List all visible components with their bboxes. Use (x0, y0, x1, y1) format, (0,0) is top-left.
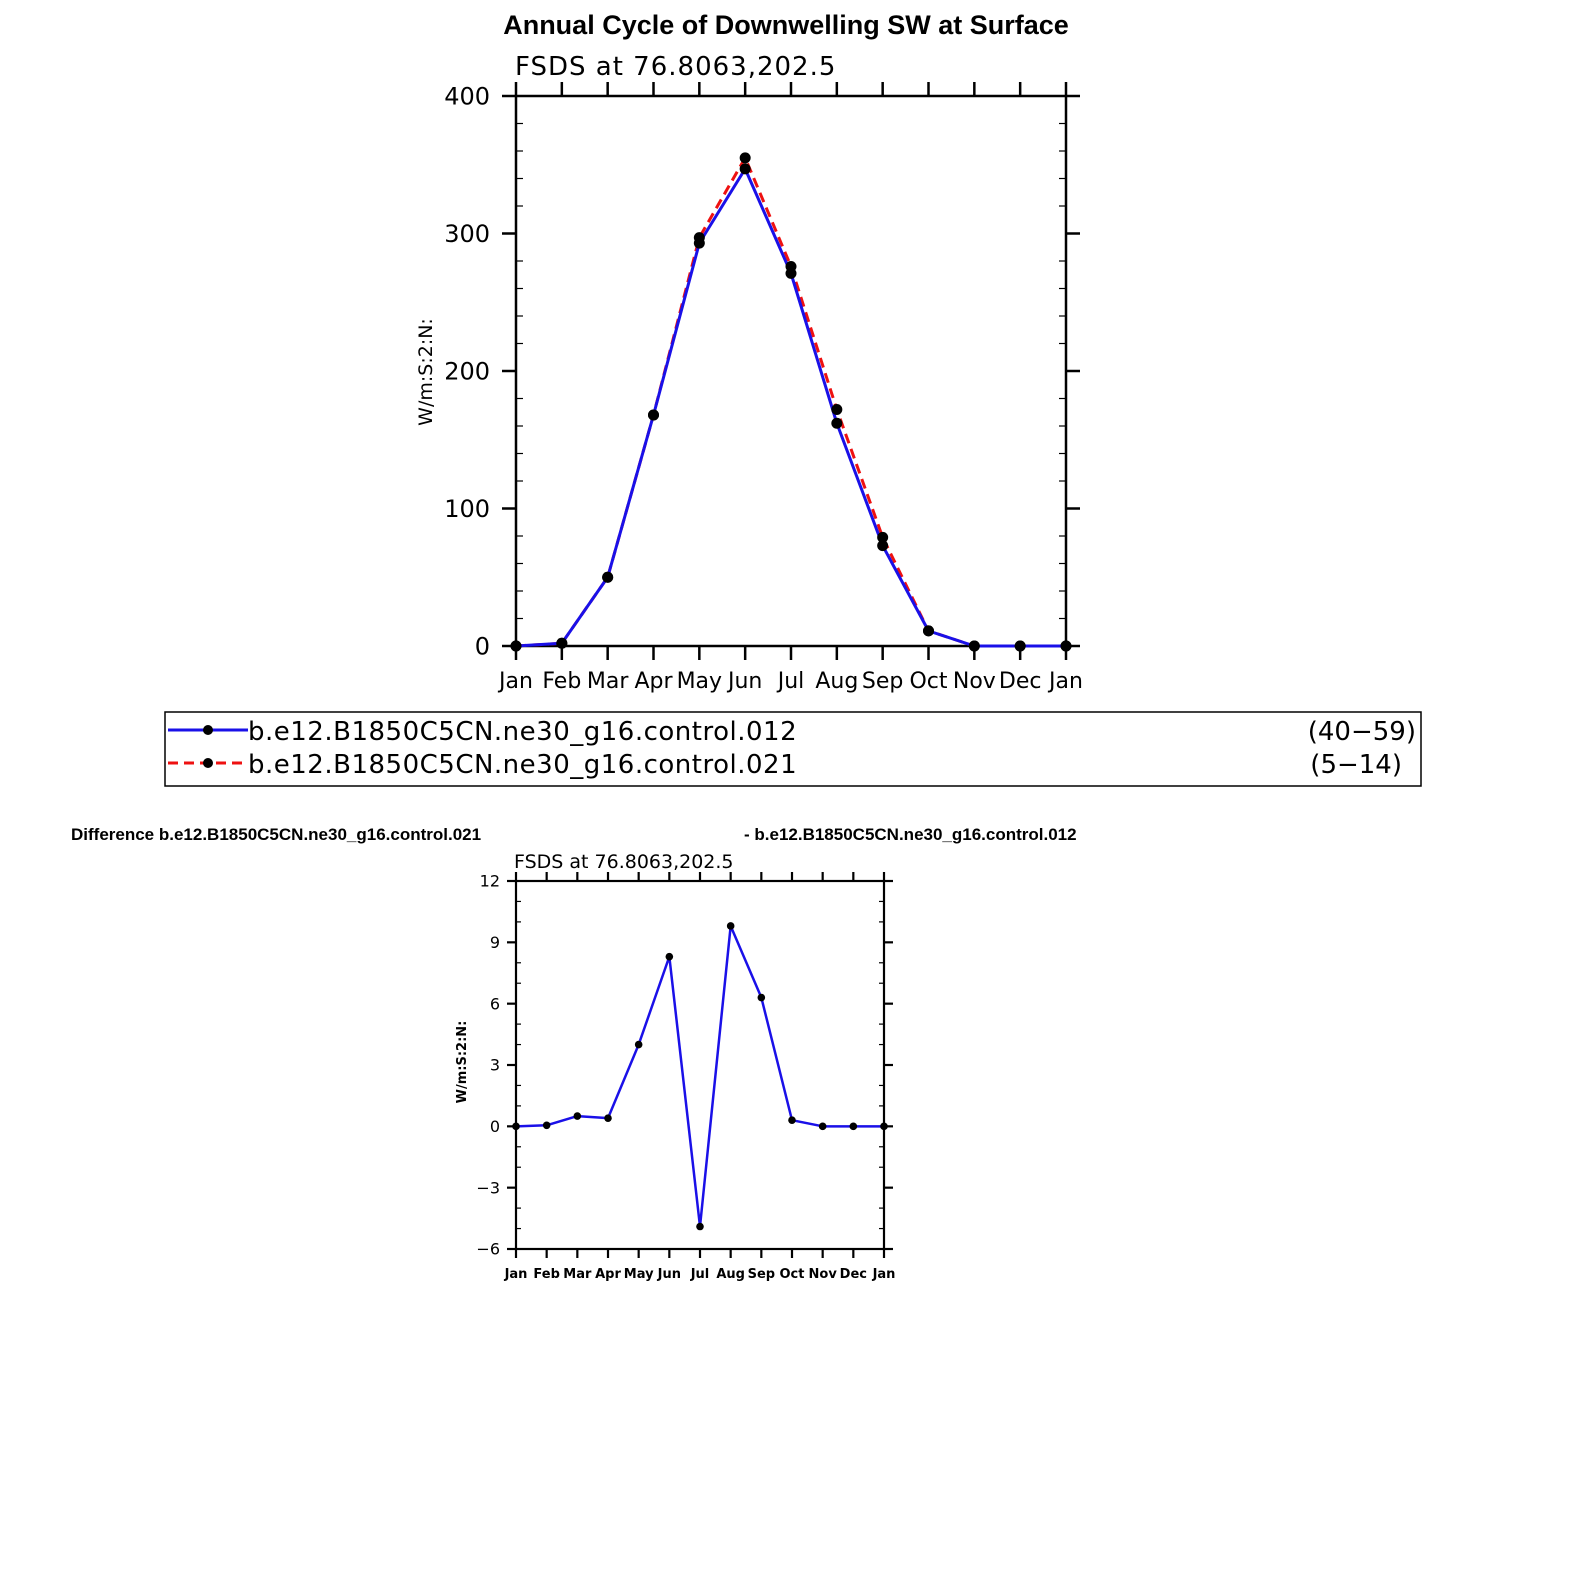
top-ylabel: W/m:S:2:N: (415, 318, 437, 426)
legend (165, 712, 1421, 786)
bottom-plot-area (476, 872, 895, 1282)
data-point (786, 261, 797, 272)
data-point (543, 1122, 551, 1130)
data-point (511, 641, 522, 652)
data-point (740, 152, 751, 163)
x-tick-label: Dec (839, 1267, 867, 1282)
legend-label-012: b.e12.B1850C5CN.ne30_g16.control.012 (248, 717, 798, 747)
legend-marker-021 (203, 758, 213, 768)
x-tick-label: Feb (533, 1267, 560, 1282)
data-point (969, 641, 980, 652)
data-point (788, 1116, 796, 1124)
series-line-0 (516, 926, 884, 1227)
x-tick-label: Oct (779, 1267, 805, 1282)
bottom-subtitle: FSDS at 76.8063,202.5 (514, 851, 734, 873)
x-tick-label: Jun (657, 1267, 682, 1282)
plot-frame (516, 881, 884, 1249)
x-tick-label: Jan (872, 1267, 896, 1282)
x-tick-label: Nov (952, 669, 996, 694)
series-line-1 (516, 158, 1066, 646)
x-tick-label: Sep (747, 1267, 776, 1282)
x-tick-label: Oct (909, 669, 948, 694)
data-point (635, 1041, 643, 1049)
legend-years-012: (40−59) (1307, 717, 1416, 747)
data-point (666, 953, 674, 961)
data-point (694, 232, 705, 243)
y-tick-label: 200 (444, 357, 490, 386)
legend-years-021: (5−14) (1310, 750, 1402, 780)
y-tick-label: 3 (489, 1055, 500, 1075)
top-plot-area (444, 82, 1083, 694)
y-tick-label: 300 (444, 219, 490, 248)
diff-title-right: - b.e12.B1850C5CN.ne30_g16.control.012 (744, 825, 1077, 844)
data-point (831, 404, 842, 415)
x-tick-label: Feb (542, 669, 582, 694)
x-tick-label: Apr (634, 669, 673, 694)
series-line-0 (516, 169, 1066, 646)
x-tick-label: Mar (563, 1267, 592, 1282)
main-title: Annual Cycle of Downwelling SW at Surface (503, 10, 1069, 40)
data-point (574, 1112, 582, 1120)
data-point (758, 994, 766, 1002)
legend-marker-012 (203, 725, 213, 735)
data-point (696, 1223, 704, 1231)
x-tick-label: May (676, 669, 723, 694)
plot-frame (516, 96, 1066, 646)
data-point (923, 625, 934, 636)
y-tick-label: 6 (489, 994, 500, 1014)
x-tick-label: Aug (815, 669, 859, 694)
x-tick-label: Jun (727, 669, 763, 694)
bottom-ylabel: W/m:S:2:N: (455, 1020, 470, 1104)
x-tick-label: Aug (716, 1267, 745, 1282)
y-tick-label: −6 (476, 1239, 500, 1259)
x-tick-label: Dec (998, 669, 1042, 694)
x-tick-label: Mar (586, 669, 629, 694)
y-tick-label: 0 (474, 632, 490, 661)
data-point (880, 1123, 888, 1131)
x-tick-label: Jan (499, 669, 533, 694)
x-tick-label: Jan (1049, 669, 1083, 694)
data-point (604, 1114, 612, 1122)
data-point (512, 1123, 520, 1131)
data-point (819, 1123, 827, 1131)
data-point (556, 638, 567, 649)
x-tick-label: May (623, 1267, 654, 1282)
data-point (740, 163, 751, 174)
data-point (1015, 641, 1026, 652)
data-point (1061, 641, 1072, 652)
data-point (877, 532, 888, 543)
data-point (850, 1123, 858, 1131)
data-point (831, 418, 842, 429)
x-tick-label: Jul (777, 669, 805, 694)
y-tick-label: 400 (444, 82, 490, 111)
legend-label-021: b.e12.B1850C5CN.ne30_g16.control.021 (248, 750, 798, 780)
y-tick-label: 12 (479, 871, 500, 891)
y-tick-label: 0 (489, 1116, 500, 1136)
data-point (648, 410, 659, 421)
diff-title-left: Difference b.e12.B1850C5CN.ne30_g16.control.021 (71, 825, 482, 844)
x-tick-label: Nov (808, 1267, 837, 1282)
y-tick-label: −3 (476, 1178, 500, 1198)
x-tick-label: Jul (690, 1267, 710, 1282)
y-tick-label: 100 (444, 494, 490, 523)
top-subtitle: FSDS at 76.8063,202.5 (515, 52, 837, 82)
x-tick-label: Jan (504, 1267, 528, 1282)
data-point (727, 922, 735, 930)
data-point (602, 572, 613, 583)
y-tick-label: 9 (489, 932, 500, 952)
x-tick-label: Sep (861, 669, 904, 694)
x-tick-label: Apr (595, 1267, 621, 1282)
